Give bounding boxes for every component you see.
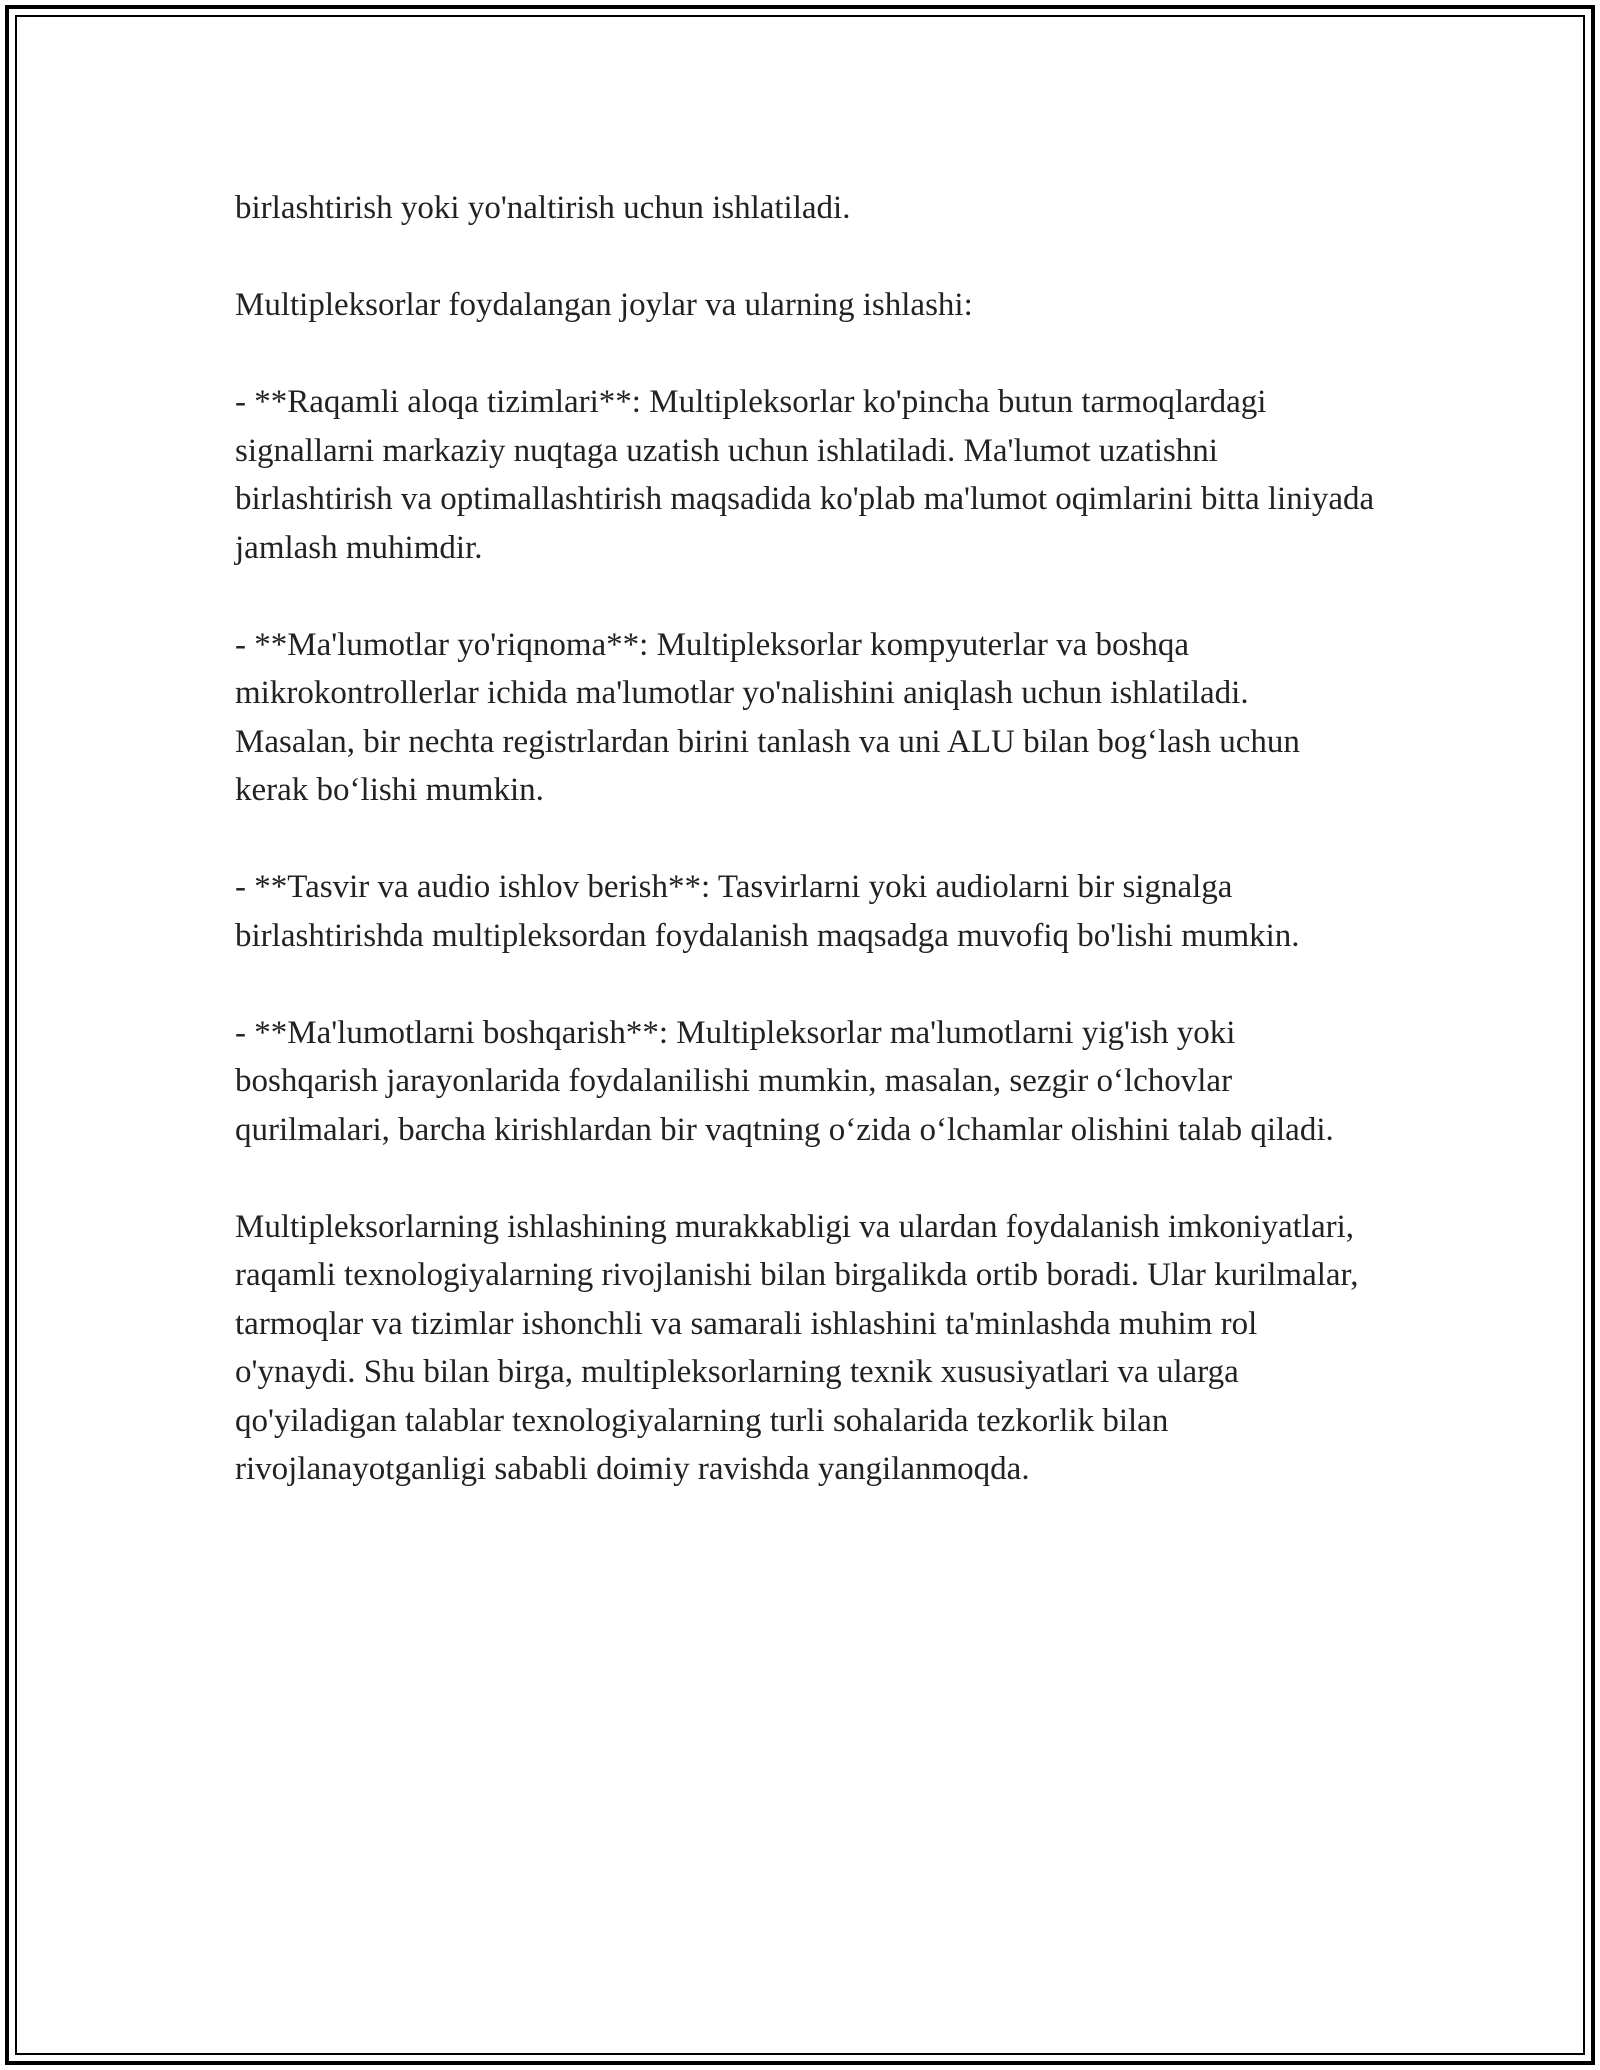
paragraph-data-routing: - **Ma'lumotlar yo'riqnoma**: Multipleksorlar kompyuterlar va boshqa mikrokontrollerlar ichida ma'lumotlar yo'nalishini aniqlash uchun ishlatiladi. Masalan, bir nechta registrlardan birini tanlash va uni ALU bilan bog‘lash uchun kerak bo‘lishi mumkin.: [235, 626, 1300, 808]
paragraph-intro: Multipleksorlar foydalangan joylar va ularning ishlashi:: [235, 287, 973, 323]
paragraph-conclusion: Multipleksorlarning ishlashining murakkabligi va ulardan foydalanish imkoniyatlari, raqamli texnologiyalarning rivojlanishi bilan birgalikda ortib boradi. Ular kurilmalar, tarmoqlar va tizimlar ishonchli va samarali ishlashini ta'minlashda muhim rol o'ynaydi. Shu bilan birga, multipleksorlarning texnik xususiyatlari va ularga qo'yiladigan talablar texnologiyalarning turli sohalarida tezkorlik bilan rivojlanayotganligi sababli doimiy ravishda yangilanmoqda.: [235, 1208, 1359, 1487]
paragraph-continuation: birlashtirish yoki yo'naltirish uchun ishlatiladi.: [235, 190, 851, 226]
paragraph-data-management: - **Ma'lumotlarni boshqarish**: Multipleksorlar ma'lumotlarni yig'ish yoki boshqarish jarayonlarida foydalanilishi mumkin, masalan, sezgir o‘lchovlar qurilmalari, barcha kirishlardan bir vaqtning o‘zida o‘lchamlar olishini talab qiladi.: [235, 1014, 1334, 1148]
document-body: [235, 184, 1375, 1494]
paragraph-image-audio: - **Tasvir va audio ishlov berish**: Tasvirlarni yoki audiolarni bir signalga birlashtirishda multipleksordan foydalanish maqsadga muvofiq bo'lishi mumkin.: [235, 869, 1300, 954]
paragraph-digital-communication: - **Raqamli aloqa tizimlari**: Multipleksorlar ko'pincha butun tarmoqlardagi signallarni markaziy nuqtaga uzatish uchun ishlatiladi. Ma'lumot uzatishni birlashtirish va optimallashtirish maqsadida ko'plab ma'lumot oqimlarini bitta liniyada jamlash muhimdir.: [235, 384, 1375, 566]
